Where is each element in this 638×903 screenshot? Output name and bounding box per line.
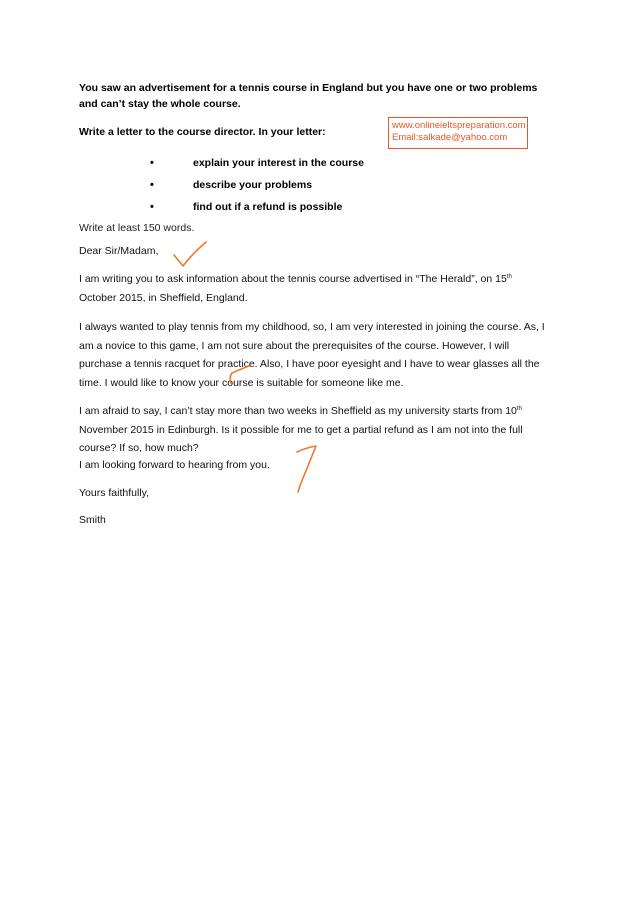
paragraph-line: November 2015 in Edinburgh. Is it possible for me to get a partial refund as I am not into the full [79,423,523,436]
letter-signature: Smith [79,514,106,526]
paragraph-line: course? If so, how much? [79,442,199,454]
contact-email: Email:salkade@yahoo.com [392,132,508,143]
task-instruction: Write a letter to the course director. In your letter: [79,126,326,138]
ordinal-suffix: th [516,406,522,412]
letter-paragraph-2 [79,318,559,392]
paragraph-text: I am writing you to ask information about the tennis course advertised in “The Herald”, on 15 [79,273,507,285]
bullet-item: explain your interest in the course [193,157,364,169]
paragraph-line: I always wanted to play tennis from my childhood, so, I am very interested in joining the course. As, I [79,321,545,333]
paragraph-line [79,270,559,289]
ordinal-suffix: th [506,274,512,280]
bullet-item: describe your problems [193,179,313,191]
letter-paragraph-1 [79,270,559,307]
paragraph-text: I am afraid to say, I can’t stay more than two weeks in Sheffield as my university starts from 10 [79,405,517,417]
letter-salutation: Dear Sir/Madam, [79,245,159,257]
paragraph-line: am a novice to this game, I am not sure about the prerequisites of the course. However, I will [79,339,510,352]
bullet-icon: • [150,201,154,213]
paragraph-line [79,402,559,421]
website-url: www.onlineieltspreparation.com [392,120,526,131]
task-prompt-line-2: and can’t stay the whole course. [79,98,241,110]
contact-stamp [388,117,528,149]
word-count-requirement: Write at least 150 words. [79,222,195,234]
paragraph-line: October 2015, in Sheffield, England. [79,291,248,304]
bullet-item: find out if a refund is possible [193,201,343,213]
paragraph-line: time. I would like to know your course is suitable for someone like me. [79,376,404,389]
task-prompt-line-1: You saw an advertisement for a tennis course in England but you have one or two problems [79,82,538,94]
paragraph-line: purchase a tennis racquet for practice. Also, I have poor eyesight and I have to wear glasses all the [79,358,540,370]
bullet-icon: • [150,157,154,169]
letter-paragraph-4: I am looking forward to hearing from you. [79,459,270,471]
bullet-icon: • [150,179,154,191]
letter-closing: Yours faithfully, [79,487,150,499]
letter-paragraph-3 [79,402,559,458]
